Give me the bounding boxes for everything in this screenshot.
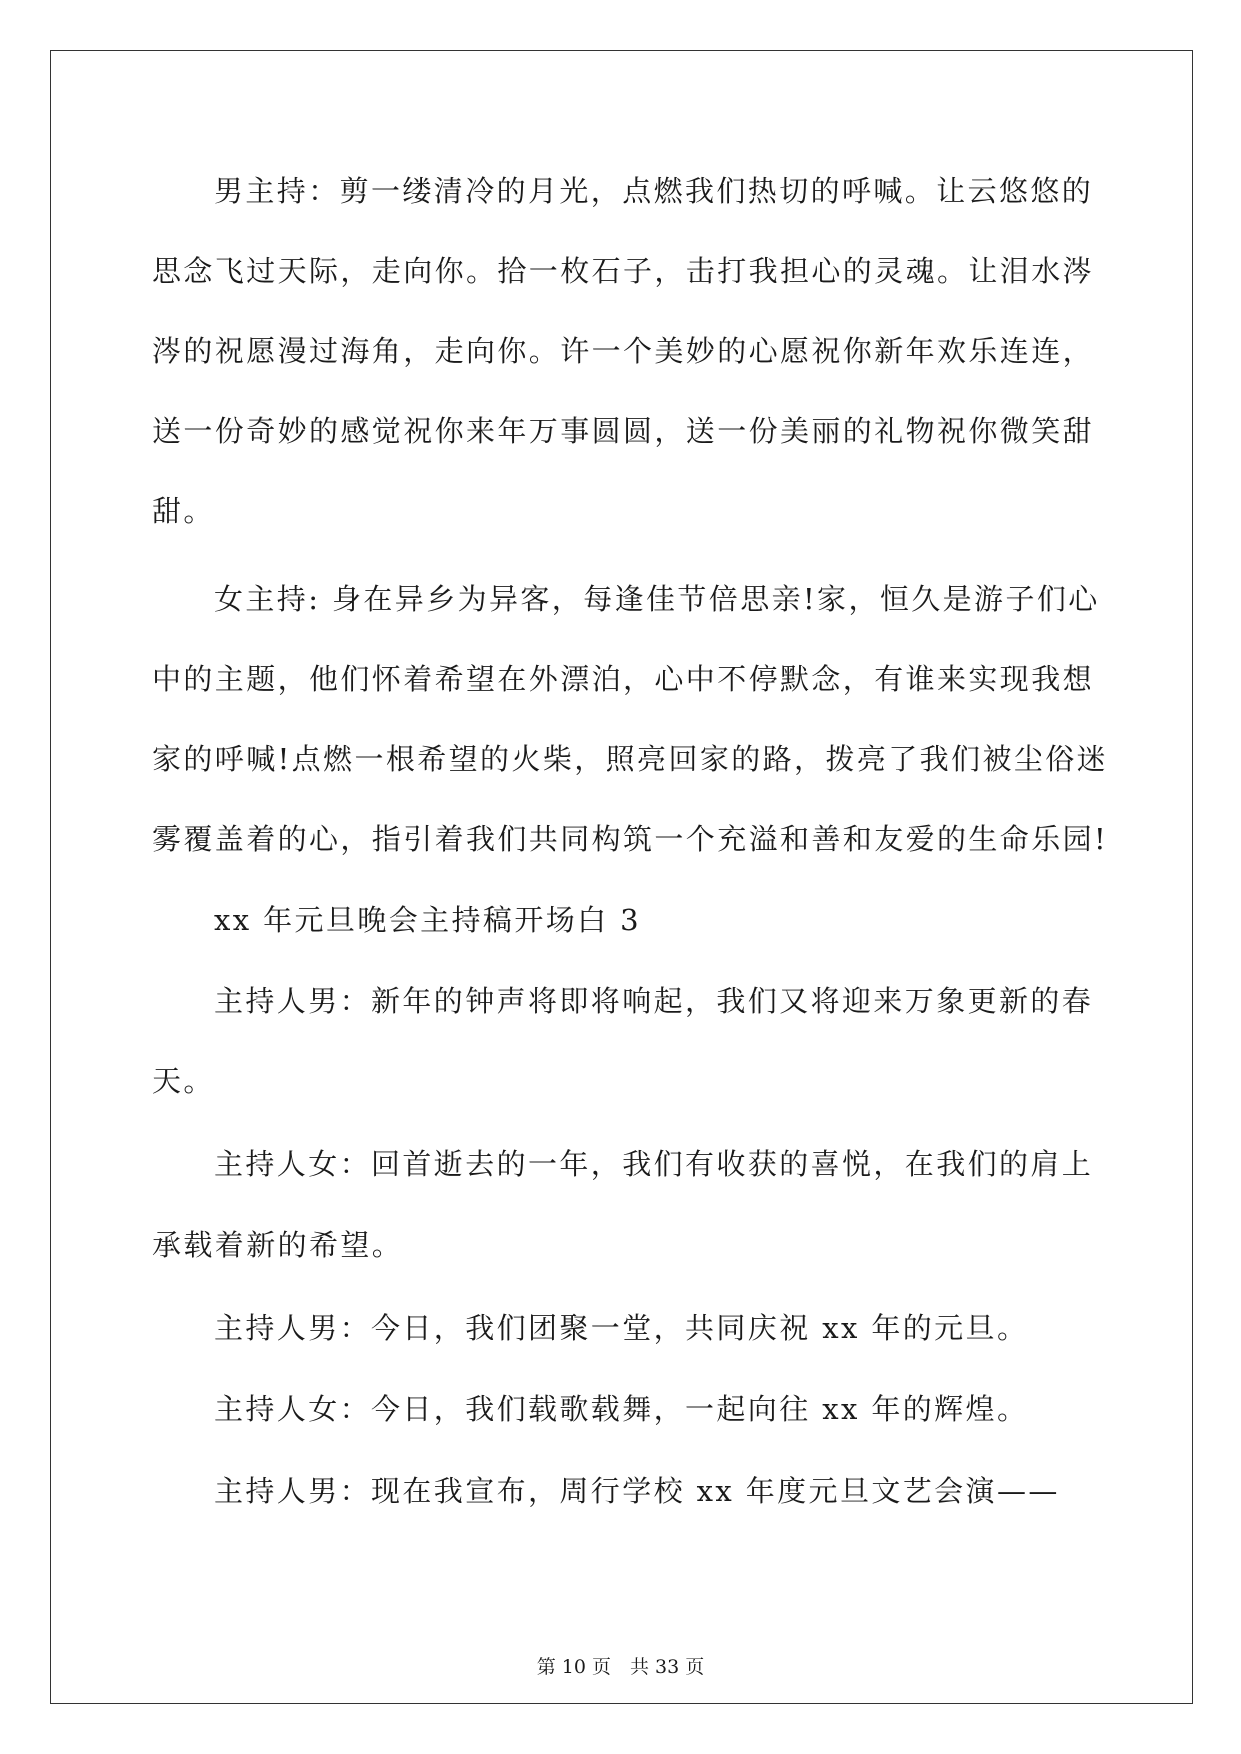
paragraph-line: 雾覆盖着的心，指引着我们共同构筑一个充溢和善和友爱的生命乐园! bbox=[152, 822, 1109, 856]
paragraph-line: 家的呼喊!点燃一根希望的火柴，照亮回家的路，拨亮了我们被尘俗迷 bbox=[152, 742, 1109, 776]
paragraph-line: 思念飞过天际，走向你。拾一枚石子，击打我担心的灵魂。让泪水涔 bbox=[152, 254, 1095, 288]
paragraph-line: 主持人男：新年的钟声将即将响起，我们又将迎来万象更新的春 bbox=[214, 984, 1094, 1018]
paragraph-line: 送一份奇妙的感觉祝你来年万事圆圆，送一份美丽的礼物祝你微笑甜 bbox=[152, 414, 1095, 448]
page-number: 第 10 页 共 33 页 bbox=[536, 1656, 705, 1678]
paragraph-line: 涔的祝愿漫过海角，走向你。许一个美妙的心愿祝你新年欢乐连连， bbox=[152, 334, 1095, 368]
paragraph-line: 女主持: 身在异乡为异客，每逢佳节倍思亲!家，恒久是游子们心 bbox=[214, 582, 1100, 616]
page-border bbox=[50, 50, 1193, 1704]
section-heading: xx 年元旦晚会主持稿开场白 3 bbox=[214, 903, 641, 937]
paragraph-line: 主持人男：现在我宣布，周行学校 xx 年度元旦文艺会演—— bbox=[214, 1474, 1060, 1508]
paragraph-line: 主持人男：今日，我们团聚一堂，共同庆祝 xx 年的元旦。 bbox=[214, 1311, 1029, 1345]
paragraph-line: 男主持：剪一缕清冷的月光，点燃我们热切的呼喊。让云悠悠的 bbox=[214, 174, 1094, 208]
paragraph-line: 承载着新的希望。 bbox=[152, 1228, 404, 1262]
paragraph-line: 主持人女：今日，我们载歌载舞，一起向往 xx 年的辉煌。 bbox=[214, 1392, 1029, 1426]
paragraph-line: 中的主题，他们怀着希望在外漂泊，心中不停默念，有谁来实现我想 bbox=[152, 662, 1095, 696]
paragraph-line: 主持人女：回首逝去的一年，我们有收获的喜悦，在我们的肩上 bbox=[214, 1147, 1094, 1181]
paragraph-line: 天。 bbox=[152, 1064, 215, 1098]
paragraph-line: 甜。 bbox=[152, 494, 215, 528]
